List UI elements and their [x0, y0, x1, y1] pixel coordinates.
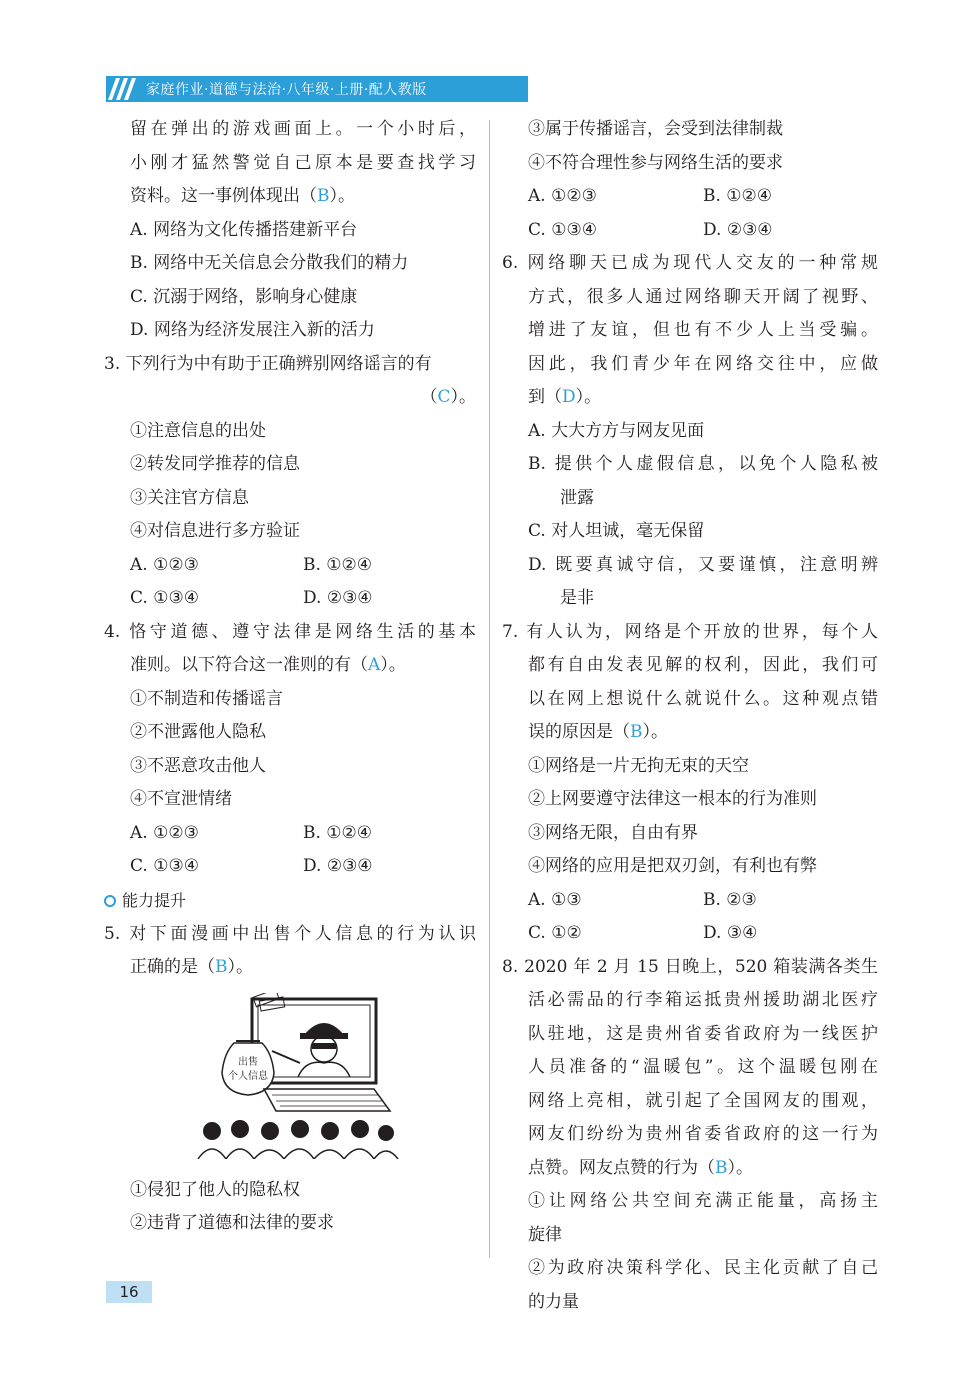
column-divider [489, 120, 490, 1258]
header-slash-decoration [106, 78, 132, 100]
q2-answer: B [317, 186, 330, 206]
q7-item: ②上网要遵守法律这一根本的行为准则 [528, 789, 817, 809]
q8-stem-line: 点赞。网友点赞的行为（B）。 [528, 1157, 753, 1178]
left-column [104, 113, 476, 1241]
q7-item: ①网络是一片无拘无束的天空 [528, 755, 749, 776]
q4-option-b: B. ①②④ [303, 822, 373, 843]
q6-text-line: 增进了友谊，但也有不少人上当受骗。 [528, 320, 878, 340]
q4-item: ③不恶意攻击他人 [130, 755, 266, 776]
header-title: 家庭作业·道德与法治·八年级·上册·配人教版 [146, 82, 427, 98]
q7-options-row [502, 917, 878, 951]
q7-stem-line: 误的原因是（B）。 [528, 722, 668, 742]
q8-text-line: 网友们纷纷为贵州省委省政府的这一行为 [528, 1124, 878, 1144]
q6-text-line: 因此，我们青少年在网络交往中，应做 [528, 353, 878, 374]
q3-options-row [104, 549, 476, 583]
q6-option-b: B. 提供个人虚假信息，以免个人隐私被 [528, 454, 878, 474]
q5-option-b: B. ①②④ [703, 186, 773, 206]
page-header [106, 76, 528, 102]
q7-answer: B [630, 722, 643, 742]
q6-text-line: 方式，很多人通过网络聊天开阔了视野、 [528, 286, 878, 307]
q4-item: ②不泄露他人隐私 [130, 722, 266, 742]
q3-option-b: B. ①②④ [303, 554, 373, 575]
cartoon-illustration [194, 993, 404, 1159]
cartoon-label: 个人信息 [228, 1070, 268, 1082]
q6-option-b-cont: 泄露 [560, 487, 594, 508]
q2-option-a: A. 网络为文化传播搭建新平台 [130, 219, 358, 240]
q4-stem: 4. 恪守道德、遵守法律是网络生活的基本 [104, 621, 476, 642]
q3-item: ④对信息进行多方验证 [130, 521, 300, 541]
q3-item: ①注意信息的出处 [130, 420, 266, 441]
q8-text-line: 队驻地，这是贵州省委省政府为一线医护 [528, 1023, 878, 1044]
q5-answer: B [215, 957, 228, 977]
q6-option-d-cont: 是非 [560, 588, 594, 608]
q7-item: ④网络的应用是把双刃剑，有利也有弊 [528, 856, 817, 876]
q8-item-cont: 的力量 [528, 1291, 579, 1312]
q2-option-b: B. 网络中无关信息会分散我们的精力 [130, 253, 409, 273]
q8-item-cont: 旋律 [528, 1224, 562, 1245]
q6-stem: 6. 网络聊天已成为现代人交友的一种常规 [502, 253, 878, 273]
q2-option-c: C. 沉溺于网络，影响身心健康 [130, 286, 358, 307]
q8-text-line: 人员准备的“温暖包”。这个温暖包刚在 [528, 1057, 878, 1077]
q4-options-row [104, 817, 476, 851]
q7-option-b: B. ②③ [703, 889, 757, 910]
q6-option-a: A. 大大方方与网友见面 [528, 420, 705, 441]
q7-options-row [502, 884, 878, 918]
q7-stem: 7. 有人认为，网络是个开放的世界，每个人 [502, 621, 878, 642]
page-number: 16 [106, 1281, 152, 1303]
q2-stem-line: 资料。这一事例体现出（B）。 [130, 186, 355, 206]
q4-option-c: C. ①③④ [130, 856, 199, 876]
q5-option-c: C. ①③④ [528, 219, 597, 240]
q5-option-d: D. ②③④ [703, 219, 773, 240]
q8-stem: 8. 2020 年 2 月 15 日晚上，520 箱装满各类生 [502, 956, 878, 977]
q3-item: ③关注官方信息 [130, 487, 249, 508]
q7-option-a: A. ①③ [528, 889, 582, 910]
q3-option-d: D. ②③④ [303, 588, 373, 608]
q4-item: ①不制造和传播谣言 [130, 688, 283, 709]
q8-item: ②为政府决策科学化、民主化贡献了自己 [528, 1258, 878, 1278]
q5-item: ①侵犯了他人的隐私权 [130, 1179, 300, 1200]
q3-item: ②转发同学推荐的信息 [130, 454, 300, 474]
q6-option-c: C. 对人坦诚，毫无保留 [528, 521, 705, 541]
cartoon-label: 出售 [238, 1056, 258, 1068]
q4-options-row [104, 850, 476, 884]
q4-option-a: A. ①②③ [130, 822, 199, 843]
q2-text-line: 小刚才猛然警觉自己原本是要查找学习 [130, 152, 476, 173]
q4-option-d: D. ②③④ [303, 856, 373, 876]
q8-text-line: 网络上亮相，就引起了全国网友的围观， [528, 1090, 878, 1111]
q6-option-d: D. 既要真诚守信，又要谨慎，注意明辨 [528, 554, 878, 575]
q6-answer: D [562, 387, 576, 407]
q4-item: ④不宣泄情绪 [130, 789, 232, 809]
q8-text-line: 活必需品的行李箱运抵贵州援助湖北医疗 [528, 990, 878, 1010]
q4-stem-line: 准则。以下符合这一准则的有（A）。 [130, 655, 406, 675]
q4-answer: A [368, 655, 381, 675]
q7-option-d: D. ③④ [703, 923, 758, 943]
q7-item: ③网络无限，自由有界 [528, 822, 698, 843]
circle-bullet-icon [104, 895, 116, 907]
q5-stem-line: 正确的是（B）。 [130, 957, 253, 977]
q5-stem: 5. 对下面漫画中出售个人信息的行为认识 [104, 923, 476, 944]
section-heading: 能力提升 [104, 884, 476, 918]
q7-option-c: C. ①② [528, 923, 582, 943]
q2-option-d: D. 网络为经济发展注入新的活力 [130, 320, 375, 340]
q5-options-row [502, 214, 878, 248]
right-column [502, 113, 878, 1319]
q7-text-line: 以在网上想说什么就说什么。这种观点错 [528, 688, 878, 709]
q8-answer: B [715, 1157, 728, 1178]
q5-item: ②违背了道德和法律的要求 [130, 1213, 334, 1233]
q3-option-a: A. ①②③ [130, 554, 199, 575]
q2-text-line: 留在弹出的游戏画面上。一个小时后， [130, 119, 476, 139]
q3-stem: 3. 下列行为中有助于正确辨别网络谣言的有 [104, 353, 432, 374]
q3-options-row [104, 582, 476, 616]
q7-text-line: 都有自由发表见解的权利，因此，我们可 [528, 655, 878, 675]
q5-item: ③属于传播谣言，会受到法律制裁 [528, 119, 783, 139]
q3-answer: C [437, 387, 451, 407]
q5-option-a: A. ①②③ [528, 186, 597, 206]
q6-stem-line: 到（D）。 [528, 387, 602, 407]
q5-item: ④不符合理性参与网络生活的要求 [528, 152, 783, 173]
q3-option-c: C. ①③④ [130, 588, 199, 608]
q5-options-row [502, 180, 878, 214]
q8-item: ①让网络公共空间充满正能量，高扬主 [528, 1191, 878, 1211]
q3-answer-line: （C）。 [420, 387, 476, 407]
